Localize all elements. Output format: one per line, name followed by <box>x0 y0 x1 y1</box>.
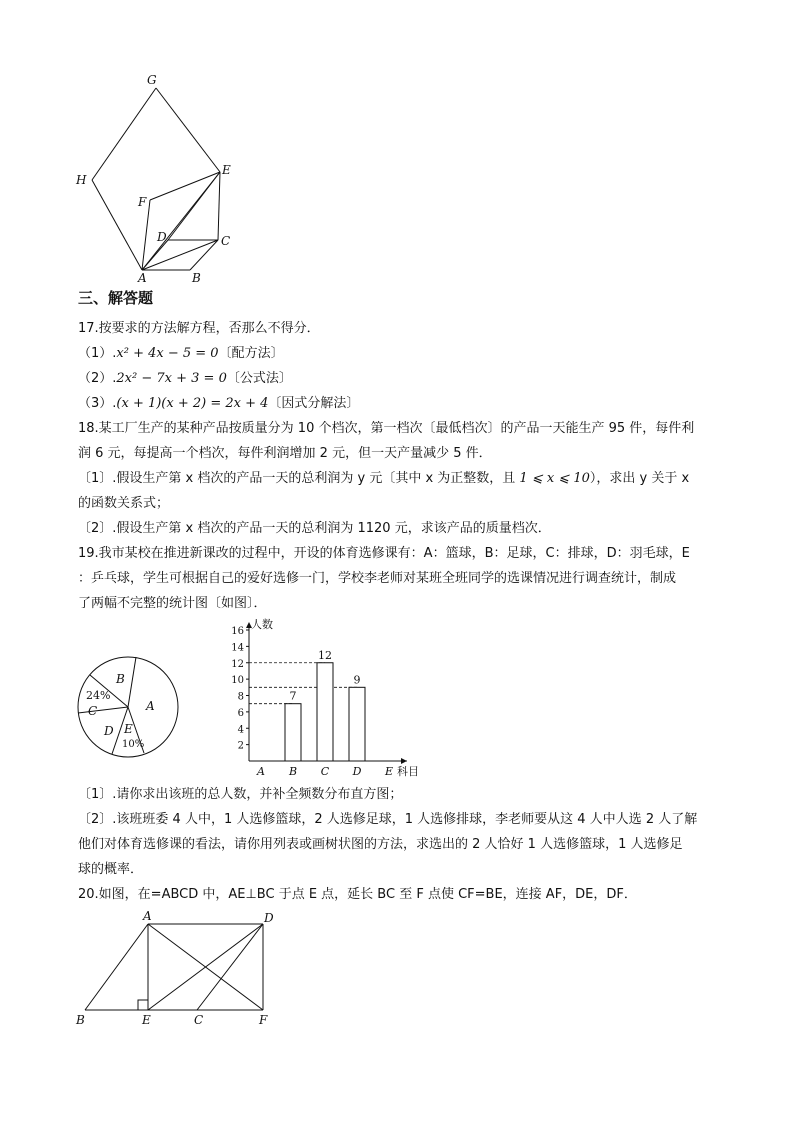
label-G: G <box>147 73 157 87</box>
q18-part2: 〔2〕.假设生产第 x 档次的产品一天的总利润为 1120 元，求该产品的质量档次． <box>78 521 551 536</box>
pie-label-D: D <box>104 724 114 738</box>
q17-p2-equation: 2x² − 7x + 3 = 0 <box>116 371 227 386</box>
q18-p1-text-a: 〔1〕.假设生产第 x 档次的产品一天的总利润为 y 元〔其中 x 为正整数，且 <box>78 471 516 486</box>
pie-label-E: E <box>124 722 133 736</box>
x-tick-label: D <box>352 765 362 778</box>
data-label-D: 9 <box>353 673 361 687</box>
x-tick-label: E <box>384 765 394 778</box>
q18-line1: 18.某工厂生产的某种产品按质量分为 10 个档次，第一档次〔最低档次〕的产品一天能生产 95 件，每件利 <box>78 421 695 436</box>
y-tick-label: 12 <box>231 658 244 670</box>
q17-p3-equation: (x + 1)(x + 2) = 2x + 4 <box>116 396 269 411</box>
y-tick-label: 4 <box>237 724 244 736</box>
label-B: B <box>76 1013 85 1027</box>
label-A: A <box>143 909 152 923</box>
q17-p3-num: （3）. <box>78 396 117 411</box>
parallelogram-figure <box>70 908 285 1033</box>
q17-p2-num: （2）. <box>78 371 117 386</box>
x-tick-label: A <box>257 765 265 778</box>
pie-chart <box>76 655 180 759</box>
q20-stem: 20.如图，在=ABCD 中，AE⊥BC 于点 E 点，延长 BC 至 F 点使 CF=BE，连接 AF，DE，DF． <box>78 887 637 902</box>
label-A: A <box>138 271 147 285</box>
q17-p3-method: 〔因式分解法〕 <box>268 396 360 411</box>
q18-part1-cont: 的函数关系式； <box>78 496 170 511</box>
q19-line3: 了两幅不完整的统计图〔如图〕． <box>78 596 267 611</box>
pie-divider <box>128 657 136 707</box>
q19-line2: ：乒乓球，学生可根据自己的爱好选修一门，学校李老师对某班全班同学的选课情况进行调查统计，制成 <box>78 571 677 586</box>
bar-B <box>285 704 301 761</box>
x-axis-arrow <box>401 758 407 764</box>
x-tick-label: C <box>320 765 330 778</box>
section-title: 三、解答题 <box>78 289 154 307</box>
bar-chart <box>215 618 425 778</box>
pie-label-B: B <box>116 672 125 686</box>
q18-p1-inequality: 1 ⩽ x ⩽ 10 <box>519 471 590 486</box>
data-label-C: 12 <box>318 648 332 662</box>
label-H: H <box>76 173 87 187</box>
q19-line1: 19.我市某校在推进新课改的过程中，开设的体育选修课有：A：篮球，B：足球，C：排球，D：羽毛球，E <box>78 546 690 561</box>
y-tick-label: 8 <box>237 691 244 703</box>
y-tick-label: 10 <box>231 675 244 687</box>
pie-divider <box>78 707 128 713</box>
y-tick-label: 16 <box>231 626 244 637</box>
y-axis-label: 人数 <box>251 618 273 631</box>
pie-pct-C: 24% <box>86 689 111 702</box>
q18-p1-text-b: ），求出 y 关于 x <box>589 471 690 486</box>
label-C: C <box>194 1013 204 1027</box>
label-E: E <box>222 163 231 177</box>
q18-part1 <box>78 470 689 488</box>
x-axis-label: 科目 <box>397 765 419 778</box>
bar-C <box>317 663 333 761</box>
label-B: B <box>192 271 201 285</box>
q17-p1-num: （1）. <box>78 346 117 361</box>
pie-label-C: C <box>88 704 98 718</box>
label-D: D <box>264 911 274 925</box>
y-tick-label: 2 <box>237 740 244 752</box>
q19-part1: 〔1〕.请你求出该班的总人数，并补全频数分布直方图； <box>78 787 403 802</box>
pie-pct-E: 10% <box>122 739 145 750</box>
y-tick-label: 6 <box>237 707 244 719</box>
q17-p1-method: 〔配方法〕 <box>218 346 284 361</box>
q19-part2-line1: 〔2〕.该班班委 4 人中，1 人选修篮球，2 人选修足球，1 人选修排球，李老师要从这 4 人中人选 2 人了解 <box>78 812 698 827</box>
q17-p2-method: 〔公式法〕 <box>226 371 292 386</box>
q19-part2-line2: 他们对体育选修课的看法，请你用列表或画树状图的方法，求选出的 2 人恰好 1 人选修篮球，1 人选修足 <box>78 837 683 852</box>
q17-p1-equation: x² + 4x − 5 = 0 <box>116 346 219 361</box>
data-label-B: 7 <box>289 689 297 703</box>
q19-part2-line3: 球的概率． <box>78 862 144 877</box>
y-tick-label: 14 <box>231 642 244 654</box>
bar-D <box>349 687 365 761</box>
label-D: D <box>157 230 167 244</box>
q17-part2 <box>78 370 292 388</box>
q17-stem: 17.按要求的方法解方程，否那么不得分． <box>78 321 320 336</box>
q17-part1 <box>78 345 284 363</box>
q18-line2: 润 6 元，每提高一个档次，每件利润增加 2 元，但一天产量减少 5 件． <box>78 446 492 461</box>
label-F: F <box>138 195 147 209</box>
label-C: C <box>221 234 231 248</box>
label-F: F <box>259 1013 268 1027</box>
label-E: E <box>142 1013 151 1027</box>
x-tick-label: B <box>288 765 298 778</box>
q17-part3 <box>78 395 359 413</box>
top-geometry-figure <box>70 70 240 285</box>
pie-label-A: A <box>146 699 155 713</box>
